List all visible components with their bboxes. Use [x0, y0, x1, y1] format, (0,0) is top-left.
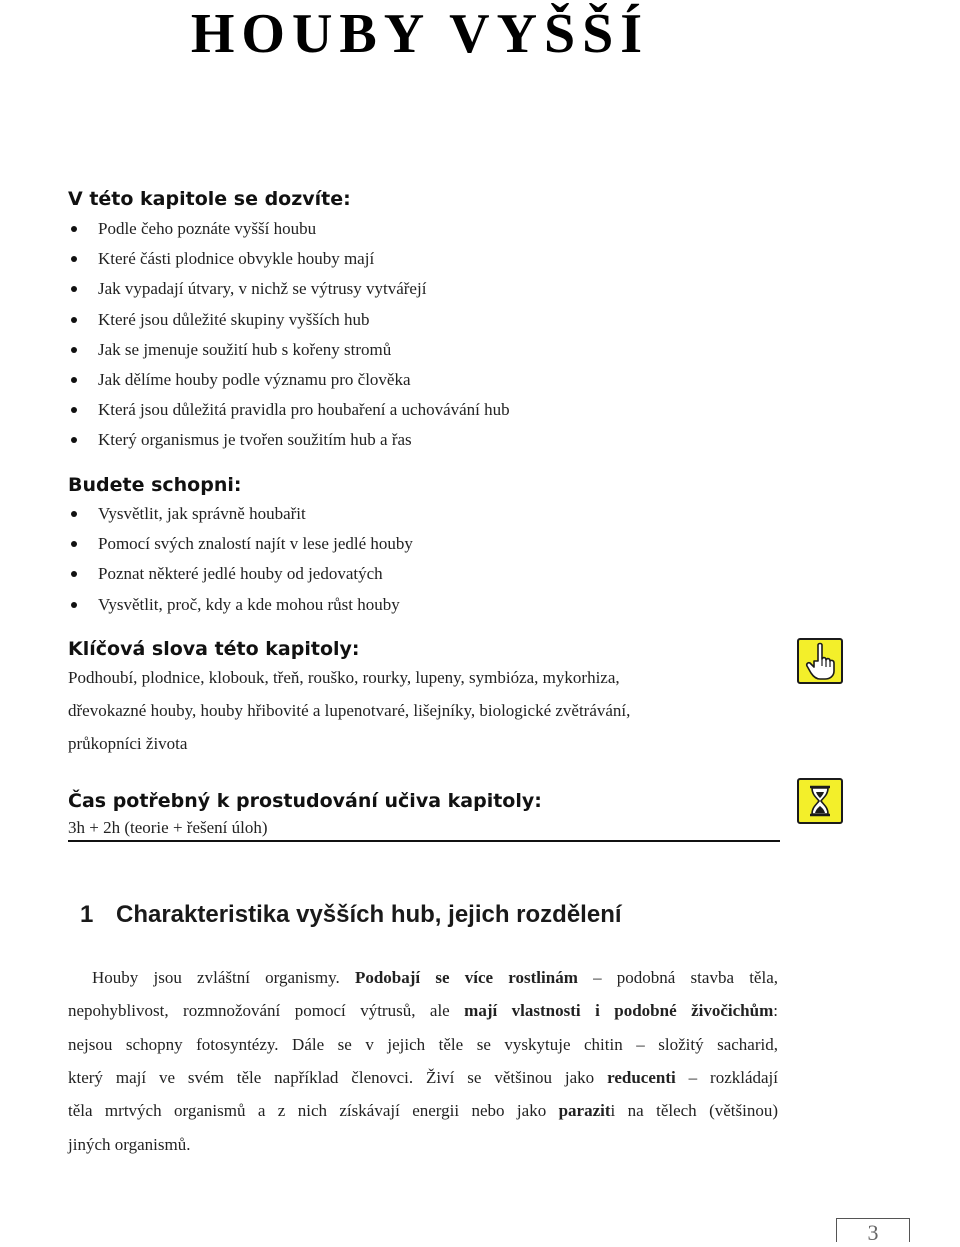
- list-item: Které jsou důležité skupiny vyšších hub: [68, 305, 510, 335]
- chapter-title: Charakteristika vyšších hub, jejich rozdělení: [116, 901, 622, 928]
- pointing-hand-icon-graphic: [799, 640, 841, 682]
- bullet-icon: [71, 347, 77, 353]
- bullet-icon: [71, 407, 77, 413]
- able-heading: Budete schopni:: [68, 474, 242, 496]
- page-number: 3: [836, 1218, 910, 1242]
- hourglass-icon: [797, 778, 843, 824]
- list-item: Pomocí svých znalostí najít v lese jedlé houby: [68, 529, 413, 559]
- bullet-icon: [71, 226, 77, 232]
- list-item: Poznat některé jedlé houby od jedovatých: [68, 559, 413, 589]
- section-divider: [68, 840, 780, 842]
- body-line-4: který mají ve svém těle například členovci. Živí se většinou jako reducenti – rozkládají: [68, 1068, 778, 1087]
- chapter-number: 1: [80, 901, 94, 928]
- learn-heading: V této kapitole se dozvíte:: [68, 188, 351, 210]
- bullet-icon: [71, 437, 77, 443]
- bullet-icon: [71, 571, 77, 577]
- bullet-icon: [71, 377, 77, 383]
- keywords-line-3: průkopníci života: [68, 734, 188, 753]
- list-item: Podle čeho poznáte vyšší houbu: [68, 214, 510, 244]
- page-title: HOUBY VYŠŠÍ: [190, 3, 650, 65]
- chapter-heading: [80, 900, 622, 930]
- body-line-5: těla mrtvých organismů a z nich získávají energii nebo jako paraziti na tělech (většinou): [68, 1101, 778, 1120]
- hourglass-icon-graphic: [799, 780, 841, 822]
- bullet-icon: [71, 511, 77, 517]
- body-line-2: nepohyblivost, rozmnožování pomocí výtrusů, ale mají vlastnosti i podobné živočichům:: [68, 1001, 778, 1020]
- time-value: 3h + 2h (teorie + řešení úloh): [68, 818, 268, 837]
- bullet-icon: [71, 602, 77, 608]
- list-item: Který organismus je tvořen soužitím hub a řas: [68, 425, 510, 455]
- body-line-6: jiných organismů.: [68, 1135, 191, 1154]
- bullet-icon: [71, 286, 77, 292]
- pointing-hand-icon: [797, 638, 843, 684]
- list-item: Jak vypadají útvary, v nichž se výtrusy vytvářejí: [68, 274, 510, 304]
- keywords-heading: Klíčová slova této kapitoly:: [68, 638, 360, 660]
- body-line-1: Houby jsou zvláštní organismy. Podobají se více rostlinám – podobná stavba těla,: [92, 968, 778, 987]
- body-line-3: nejsou schopny fotosyntézy. Dále se v jejich těle se vyskytuje chitin – složitý sacharid,: [68, 1035, 778, 1054]
- learn-list: [68, 214, 510, 456]
- keywords-line-2: dřevokazné houby, houby hřibovité a lupenotvaré, lišejníky, biologické zvětrávání,: [68, 701, 631, 720]
- list-item: Jak dělíme houby podle významu pro člověka: [68, 365, 510, 395]
- keywords-line-1: Podhoubí, plodnice, klobouk, třeň, rouško, rourky, lupeny, symbióza, mykorhiza,: [68, 668, 620, 687]
- bullet-icon: [71, 317, 77, 323]
- time-heading: Čas potřebný k prostudování učiva kapitoly:: [68, 790, 542, 812]
- able-list: [68, 499, 413, 620]
- bullet-icon: [71, 541, 77, 547]
- list-item: Jak se jmenuje soužití hub s kořeny stromů: [68, 335, 510, 365]
- bullet-icon: [71, 256, 77, 262]
- list-item: Vysvětlit, jak správně houbařit: [68, 499, 413, 529]
- list-item: Která jsou důležitá pravidla pro houbaření a uchovávání hub: [68, 395, 510, 425]
- list-item: Vysvětlit, proč, kdy a kde mohou růst houby: [68, 590, 413, 620]
- list-item: Které části plodnice obvykle houby mají: [68, 244, 510, 274]
